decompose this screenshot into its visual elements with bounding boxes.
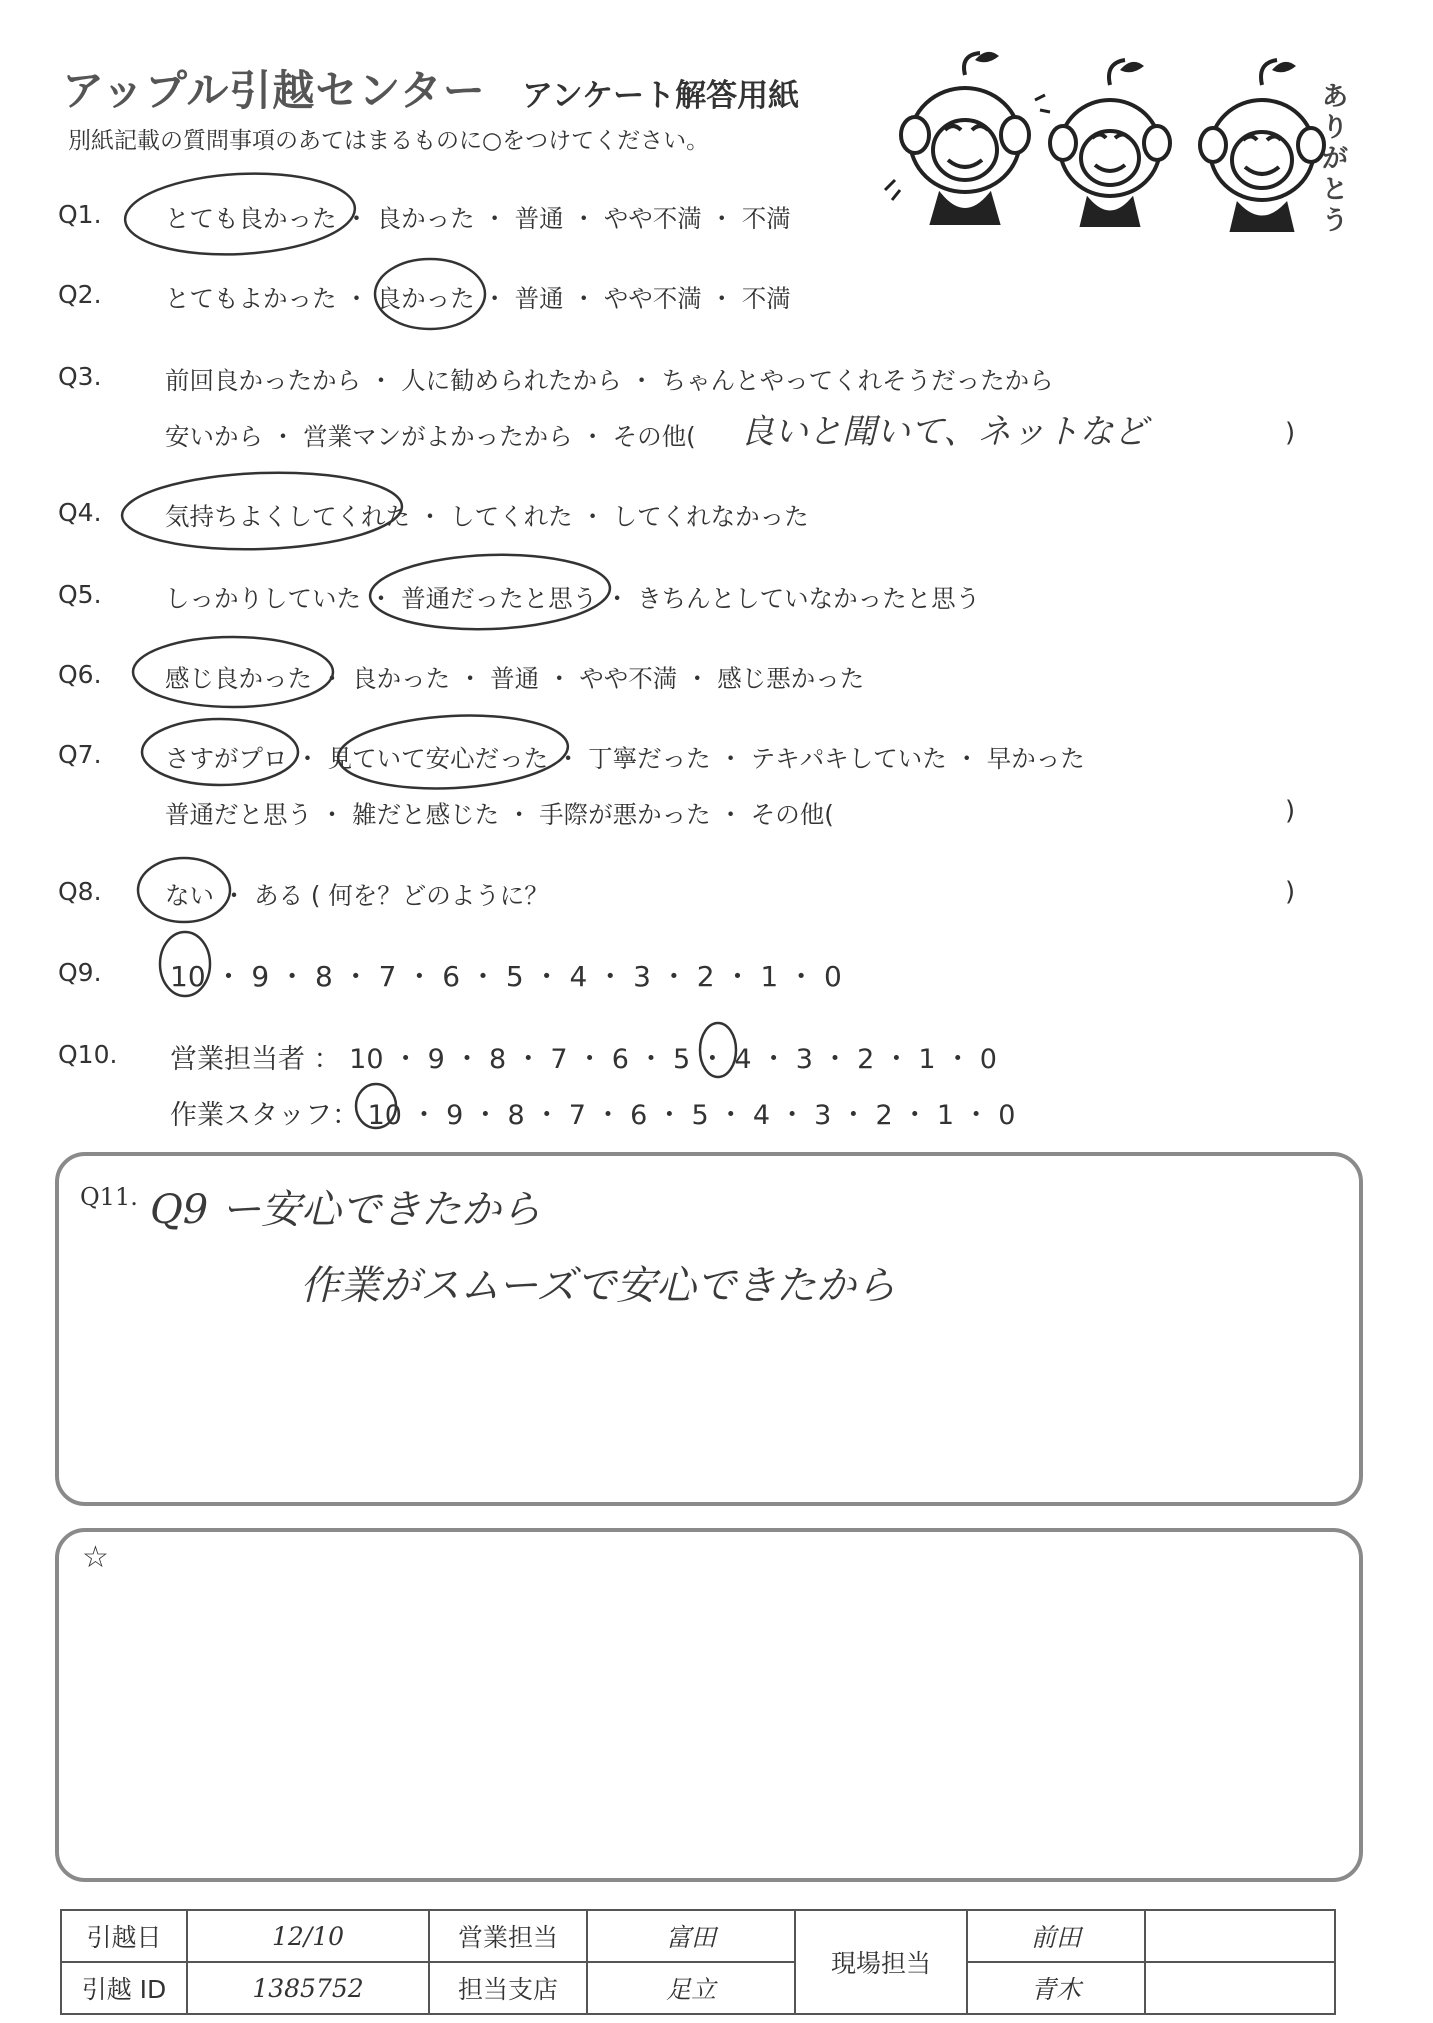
q1-options[interactable]: とても良かった ・ 良かった ・ 普通 ・ やや不満 ・ 不満 xyxy=(165,204,791,233)
q11-label: Q11. xyxy=(80,1183,138,1211)
form-subtitle: アンケート解答用紙 xyxy=(522,78,800,114)
site-staff-extra-1 xyxy=(1145,1910,1335,1962)
q4-options[interactable]: 気持ちよくしてくれた ・ してくれた ・ してくれなかった xyxy=(165,502,809,531)
q5-options[interactable]: しっかりしていた ・ 普通だったと思う ・ きちんとしていなかったと思う xyxy=(165,584,981,613)
q6-label: Q6. xyxy=(58,660,102,689)
site-staff-value-1: 前田 xyxy=(967,1910,1145,1962)
star-icon: ☆ xyxy=(82,1540,109,1575)
q10-label: Q10. xyxy=(58,1040,118,1069)
q6-options[interactable]: 感じ良かった ・ 良かった ・ 普通 ・ やや不満 ・ 感じ悪かった xyxy=(165,664,865,693)
form-title: アップル引越センター xyxy=(62,66,486,115)
q7-label: Q7. xyxy=(58,740,102,769)
q8-options[interactable]: ない ・ ある ( 何を？どのように？ xyxy=(165,881,549,910)
q5-label: Q5. xyxy=(58,580,102,609)
q8-label: Q8. xyxy=(58,877,102,906)
move-date-value: 12/10 xyxy=(187,1910,429,1962)
q8-close-paren: ) xyxy=(1285,877,1296,907)
q11-handwritten-line1: Q9 ー安心できたから xyxy=(150,1187,541,1233)
q3-handwritten-answer: 良いと聞いて、ネットなど xyxy=(740,412,1148,452)
q9-label: Q9. xyxy=(58,958,102,987)
q4-label: Q4. xyxy=(58,498,102,527)
q10-staff-scale[interactable]: 作業スタッフ： 10 ・ 9 ・ 8 ・ 7 ・ 6 ・ 5 ・ 4 ・ 3 ・ 2 ・ 1 ・ 0 xyxy=(170,1100,1016,1131)
q3-options-line1[interactable]: 前回良かったから ・ 人に勧められたから ・ ちゃんとやってくれそうだったから xyxy=(165,366,1054,395)
branch-value: 足立 xyxy=(587,1962,795,2014)
q11-handwritten-line2: 作業がスムーズで安心できたから xyxy=(300,1263,896,1309)
site-staff-value-2: 青木 xyxy=(967,1962,1145,2014)
q7-options-line1[interactable]: さすがプロ ・ 見ていて安心だった ・ 丁寧だった ・ テキパキしていた ・ 早かった xyxy=(165,744,1085,773)
q7-close-paren: ) xyxy=(1285,796,1296,826)
sales-staff-value: 富田 xyxy=(587,1910,795,1962)
q2-options[interactable]: とてもよかった ・ 良かった ・ 普通 ・ やや不満 ・ 不満 xyxy=(165,284,791,313)
q3-options-line2[interactable]: 安いから ・ 営業マンがよかったから ・ その他( xyxy=(165,422,696,451)
q3-close-paren: ) xyxy=(1285,418,1296,448)
move-id-value: 1385752 xyxy=(187,1962,429,2014)
instruction-text: 別紙記載の質問事項のあてはまるものに○をつけてください。 xyxy=(68,128,710,154)
move-id-label: 引越 ID xyxy=(61,1962,187,2014)
q2-label: Q2. xyxy=(58,280,102,309)
site-staff-extra-2 xyxy=(1145,1962,1335,2014)
move-date-label: 引越日 xyxy=(61,1910,187,1962)
comment-box[interactable] xyxy=(55,1528,1363,1882)
q1-label: Q1. xyxy=(58,200,102,229)
branch-label: 担当支店 xyxy=(429,1962,587,2014)
q7-options-line2[interactable]: 普通だと思う ・ 雑だと感じた ・ 手際が悪かった ・ その他( xyxy=(165,800,834,829)
thanks-text: ありがとう xyxy=(1322,82,1349,236)
q3-label: Q3. xyxy=(58,362,102,391)
q10-sales-scale[interactable]: 営業担当者 ： 10 ・ 9 ・ 8 ・ 7 ・ 6 ・ 5 ・ 4 ・ 3 ・ 2 ・ 1 ・ 0 xyxy=(170,1044,997,1075)
sales-staff-label: 営業担当 xyxy=(429,1910,587,1962)
footer-info-table xyxy=(60,1909,1336,2015)
site-staff-label: 現場担当 xyxy=(795,1910,967,2014)
q9-scale[interactable]: 10 ・ 9 ・ 8 ・ 7 ・ 6 ・ 5 ・ 4 ・ 3 ・ 2 ・ 1 ・ 0 xyxy=(170,960,842,993)
